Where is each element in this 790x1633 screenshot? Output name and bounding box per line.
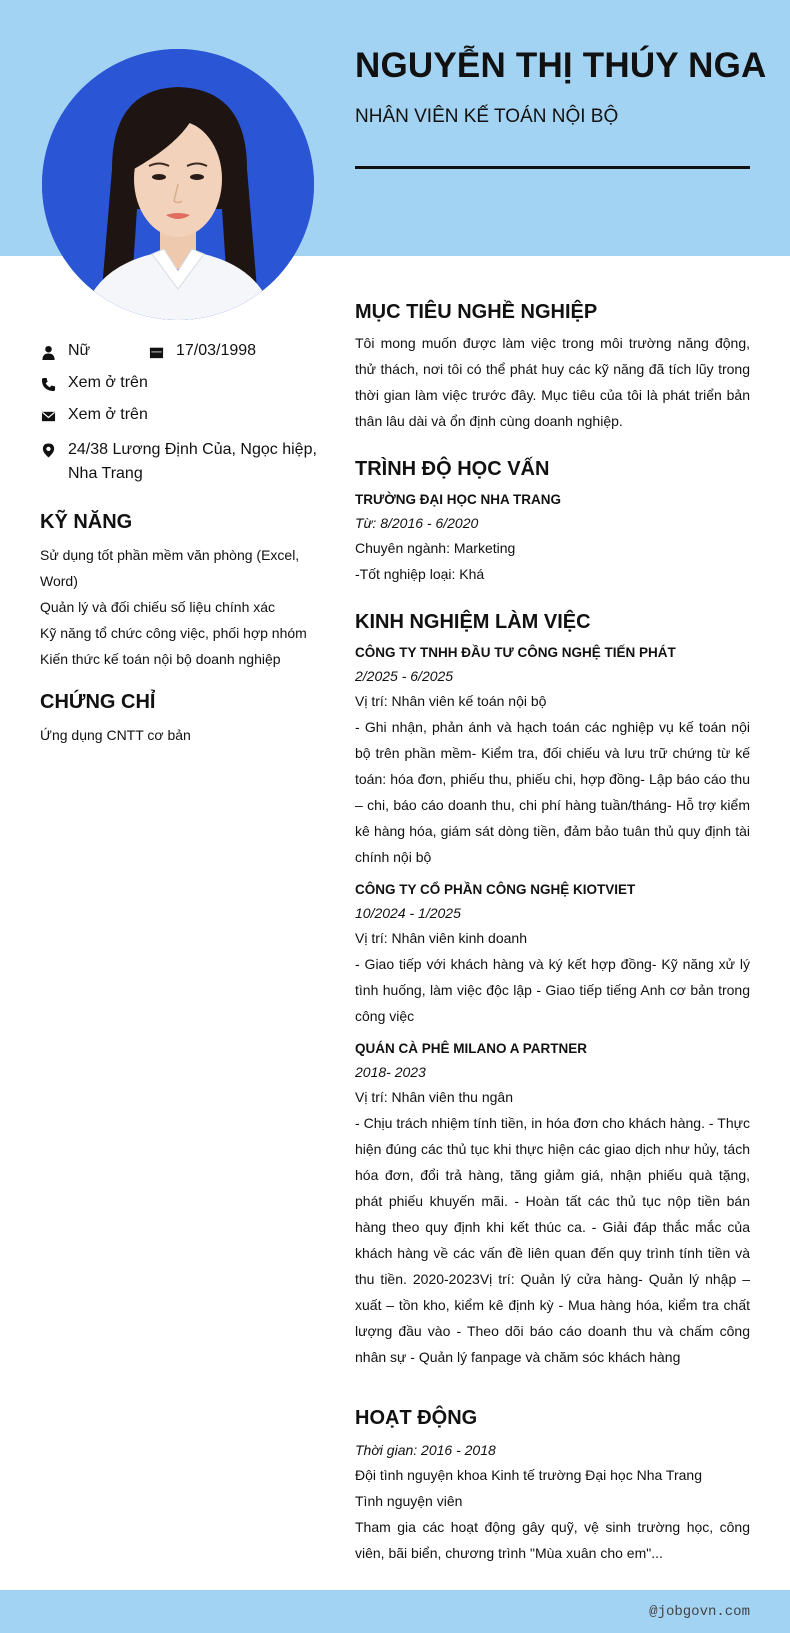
- email-value: Xem ở trên: [68, 406, 148, 423]
- title-divider: [355, 166, 750, 169]
- job-position: Vị trí: Nhân viên kế toán nội bộ: [355, 693, 547, 709]
- skills-section: [40, 510, 320, 672]
- certificate-item: Ứng dụng CNTT cơ bản: [40, 727, 191, 743]
- job-entry: [355, 1038, 750, 1370]
- activity-role: Tình nguyện viên: [355, 1493, 463, 1509]
- certificates-title: CHỨNG CHỈ: [40, 691, 156, 713]
- skill-item: Kỹ năng tổ chức công việc, phối hợp nhóm: [40, 625, 307, 641]
- skill-item: Sử dụng tốt phần mềm văn phòng (Excel, Word): [40, 547, 300, 589]
- phone-value: Xem ở trên: [68, 374, 148, 391]
- location-pin-icon: [40, 438, 56, 462]
- job-position: Vị trí: Nhân viên thu ngân: [355, 1089, 513, 1105]
- education-grade: -Tốt nghiệp loại: Khá: [355, 566, 485, 582]
- envelope-icon: [40, 406, 56, 426]
- objective-title: MỤC TIÊU NGHỀ NGHIỆP: [355, 301, 598, 323]
- job-title: NHÂN VIÊN KẾ TOÁN NỘI BỘ: [355, 106, 619, 127]
- company-name: CÔNG TY TNHH ĐẦU TƯ CÔNG NGHỆ TIẾN PHÁT: [355, 645, 676, 660]
- objective-section: [355, 300, 750, 434]
- gender-value: Nữ: [68, 342, 91, 359]
- job-period: 2018- 2023: [355, 1064, 426, 1080]
- candidate-name: NGUYỄN THỊ THÚY NGA: [355, 46, 767, 85]
- activity-description: Tham gia các hoạt động gây quỹ, vệ sinh trường học, công viên, bãi biển, chương trình "Mùa xuân cho em"...: [355, 1519, 750, 1561]
- job-description: - Chịu trách nhiệm tính tiền, in hóa đơn cho khách hàng. - Thực hiện đúng các thủ tục khi thực hiện các giao dịch như hủy, tách hóa đơn, đổi trả hàng, tăng giảm giá, nhận phiếu quà tặng, phát phiếu khuyến mãi. - Hoàn tất các thủ tục nộp tiền bán hàng theo quy định khi kết thúc ca. - Giải đáp thắc mắc của khách hàng về các vấn đề liên quan đến quy trình tính tiền và thu tiền. 2020-2023Vị trí: Quản lý cửa hàng- Quản lý nhập – xuất – tồn kho, kiểm kê định kỳ - Mua hàng hóa, kiểm tra chất lượng đầu vào - Theo dõi báo cáo doanh thu và chấm công nhân sự - Quản lý fanpage và chăm sóc khách hàng: [355, 1115, 750, 1365]
- activity-period: Thời gian: 2016 - 2018: [355, 1442, 496, 1458]
- certificates-section: [40, 690, 320, 748]
- school-name: TRƯỜNG ĐẠI HỌC NHA TRANG: [355, 492, 561, 507]
- job-entry: [355, 642, 750, 870]
- experience-title: KINH NGHIỆM LÀM VIỆC: [355, 611, 591, 633]
- activities-title: HOẠT ĐỘNG: [355, 1407, 478, 1429]
- address-value: 24/38 Lương Định Của, Ngọc hiệp, Nha Trang: [68, 441, 317, 482]
- gender-row: [40, 342, 256, 362]
- activities-section: [355, 1406, 750, 1566]
- phone-icon: [40, 374, 56, 394]
- birthday-value: 17/03/1998: [176, 342, 257, 359]
- activity-organization: Đội tình nguyện khoa Kinh tế trường Đại học Nha Trang: [355, 1467, 702, 1483]
- experience-section: [355, 610, 750, 1370]
- skill-item: Kiến thức kế toán nội bộ doanh nghiệp: [40, 651, 281, 667]
- objective-text: Tôi mong muốn được làm việc trong môi trường năng động, thử thách, nơi tôi có thể phát huy các kỹ năng đã tích lũy trong thời gian làm việc trước đây. Mục tiêu của tôi là phát triển bản thân lâu dài và ổn định cùng doanh nghiệp.: [355, 335, 750, 429]
- job-period: 2/2025 - 6/2025: [355, 668, 454, 684]
- education-title: TRÌNH ĐỘ HỌC VẤN: [355, 458, 550, 480]
- job-description: - Giao tiếp với khách hàng và ký kết hợp đồng- Kỹ năng xử lý tình huống, làm việc độc lập - Giao tiếp tiếng Anh cơ bản trong công việc: [355, 956, 750, 1024]
- education-period: Từ: 8/2016 - 6/2020: [355, 515, 479, 531]
- education-major: Chuyên ngành: Marketing: [355, 540, 516, 556]
- skills-title: KỸ NĂNG: [40, 511, 133, 533]
- job-position: Vị trí: Nhân viên kinh doanh: [355, 930, 527, 946]
- education-section: [355, 457, 750, 587]
- job-description: - Ghi nhận, phản ánh và hạch toán các nghiệp vụ kế toán nội bộ trên phần mềm- Kiểm tra, đối chiếu và lưu trữ chứng từ kế toán: hóa đơn, phiếu thu, phiếu chi, hợp đồng- Lập báo cáo thu – chi, báo cáo doanh thu, chi phí hàng tuần/tháng- Hỗ trợ kiểm kê hàng hóa, giám sát dòng tiền, đảm bảo tuân thủ quy định tài chính nội bộ: [355, 719, 750, 865]
- company-name: CÔNG TY CỔ PHẦN CÔNG NGHỆ KIOTVIET: [355, 882, 636, 897]
- skill-item: Quản lý và đối chiếu số liệu chính xác: [40, 599, 276, 615]
- job-period: 10/2024 - 1/2025: [355, 905, 461, 921]
- job-entry: [355, 879, 750, 1029]
- portrait-illustration: [42, 49, 314, 320]
- phone-row: [40, 374, 148, 394]
- email-row: [40, 406, 148, 426]
- person-icon: [40, 342, 56, 362]
- address-row: [40, 438, 320, 486]
- avatar: [42, 49, 314, 320]
- footer-watermark: @jobgovn.com: [649, 1604, 750, 1620]
- calendar-icon: [148, 342, 164, 362]
- company-name: QUÁN CÀ PHÊ MILANO A PARTNER: [355, 1041, 587, 1056]
